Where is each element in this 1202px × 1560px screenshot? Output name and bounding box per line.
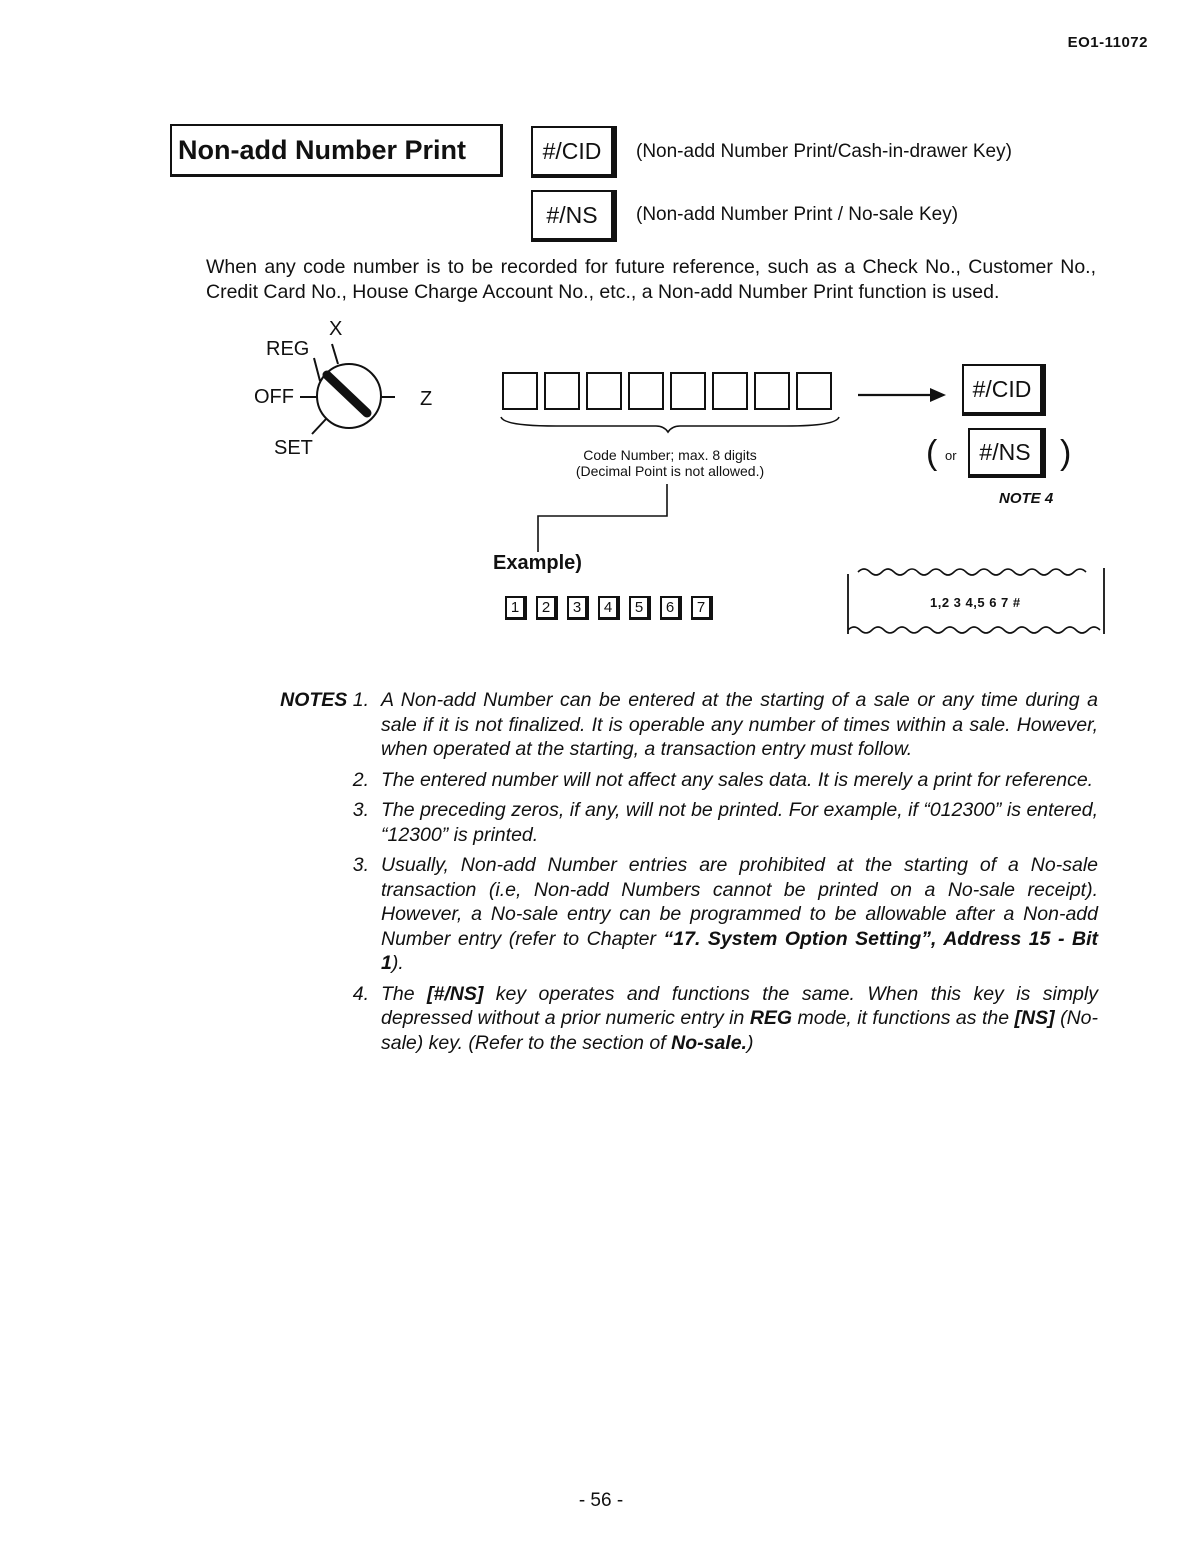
section-title: Non-add Number Print (170, 124, 503, 177)
caption-line-1: Code Number; max. 8 digits (583, 447, 757, 463)
brace-icon (496, 414, 846, 434)
example-digit: 1 (505, 596, 527, 620)
note-index: 1. (352, 689, 369, 711)
key-reference: [NS] (1014, 1007, 1055, 1029)
digit-box (670, 372, 706, 410)
note-item (270, 982, 1098, 1056)
code-number-caption (540, 447, 800, 479)
note-text-part: mode, it functions as the (792, 1007, 1015, 1029)
note-number: 3. (352, 799, 369, 821)
code-number-boxes (502, 372, 832, 410)
section-reference: No-sale. (671, 1031, 747, 1054)
digit-box (712, 372, 748, 410)
digit-box (796, 372, 832, 410)
diagram-key-ns: #/NS (968, 428, 1046, 478)
digit-box (544, 372, 580, 410)
notes-label: NOTES (280, 689, 348, 711)
intro-paragraph: When any code number is to be recorded for future reference, such as a Check No., Customer No., Credit Card No., House Charge Account No., etc., a Non-add Number Print function is used. (206, 256, 1096, 303)
note-number: 4. (352, 982, 369, 1005)
key-reference: [#/NS] (427, 982, 484, 1005)
dial-label-z: Z (420, 388, 433, 410)
document-id: EO1-11072 (1067, 34, 1148, 51)
diagram-key-cid: #/CID (962, 364, 1046, 416)
dial-label-reg: REG (266, 338, 310, 360)
note-text-part: Usually, Non-add Number entries are prohibited at the starting of a No-sale transaction (i.e, Non-add Numbers cannot be printed on a No-sale receipt). However, a No-sale entry can be programmed to be allowable after a Non-add Number entry (refer to Chapter (381, 854, 1098, 950)
example-digits (505, 596, 713, 620)
arrow-right-icon (856, 385, 948, 405)
chapter-reference: “17. System Option Setting”, Address 15 - Bit 1 (381, 927, 1098, 974)
example-digit: 7 (691, 596, 713, 620)
example-digit: 3 (567, 596, 589, 620)
example-digit: 2 (536, 596, 558, 620)
example-connector-line (530, 482, 680, 554)
note-text-part: (No-sale) key. (Refer to the section of (381, 1007, 1098, 1054)
dial-label-x: X (329, 318, 343, 340)
dial-label-off: OFF (254, 386, 294, 408)
note-number: 3. (352, 854, 369, 876)
note-item (270, 853, 1098, 976)
note-text: The preceding zeros, if any, will not be printed. For example, if “012300” is entered, “12300” is printed. (381, 799, 1098, 846)
key-cid-description: (Non-add Number Print/Cash-in-drawer Key) (636, 141, 1012, 162)
page-number: - 56 - (578, 1490, 624, 1511)
key-cid: #/CID (531, 126, 617, 178)
note-number (270, 688, 381, 762)
notes-section (270, 688, 1098, 1061)
note-text: The entered number will not affect any sales data. It is merely a print for reference. (381, 768, 1094, 791)
receipt-text: 1,2 3 4,5 6 7 # (930, 595, 1021, 610)
digit-box (586, 372, 622, 410)
note-text-part: key operates and functions the same. When this key is simply depressed without a prior numeric entry in (381, 982, 1098, 1029)
caption-line-2: (Decimal Point is not allowed.) (575, 463, 765, 479)
key-ns-description: (Non-add Number Print / No-sale Key) (636, 204, 959, 225)
example-digit: 4 (598, 596, 620, 620)
note-item (270, 798, 1098, 847)
example-digit: 5 (629, 596, 651, 620)
note-text: A Non-add Number can be entered at the starting of a sale or any time during a sale if it is not finalized. It is operable any number of times within a sale. However, when operated at the starting, a transaction entry must follow. (381, 689, 1098, 760)
digit-box (754, 372, 790, 410)
digit-box (628, 372, 664, 410)
note-text-part: ). (391, 952, 404, 974)
note-text-part: ) (746, 1031, 754, 1054)
or-text: or (945, 448, 957, 463)
mode-reference: REG (749, 1007, 793, 1029)
dial-label-set: SET (274, 437, 313, 459)
note-text-part: The (381, 982, 428, 1005)
note-item (270, 688, 1098, 762)
note-item (270, 768, 1098, 793)
key-ns: #/NS (531, 190, 617, 242)
close-paren: ) (1060, 434, 1072, 472)
digit-box (502, 372, 538, 410)
mode-lock-dial-icon (290, 330, 420, 440)
note-text (381, 853, 1098, 976)
open-paren: ( (926, 434, 938, 472)
example-label: Example) (493, 552, 582, 574)
note-text (381, 982, 1098, 1056)
note-number: 2. (352, 768, 369, 791)
example-digit: 6 (660, 596, 682, 620)
note-reference: NOTE 4 (999, 490, 1054, 507)
